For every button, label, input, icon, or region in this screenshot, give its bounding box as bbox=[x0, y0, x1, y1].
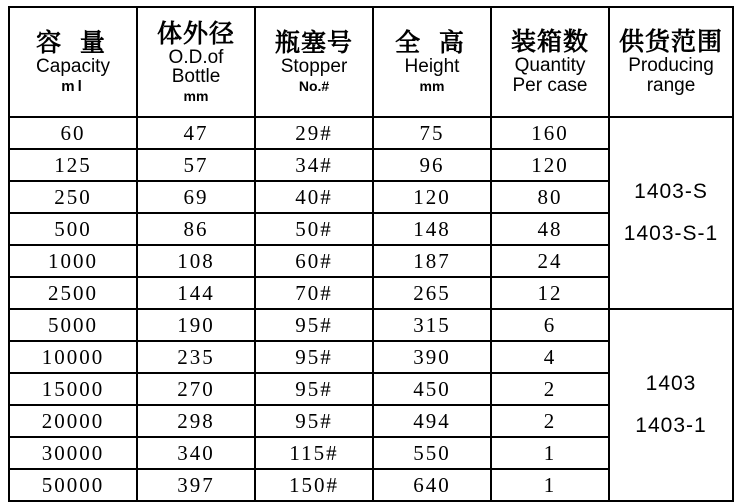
height-header-cn: 全 高 bbox=[395, 28, 469, 58]
cell-stopper: 95# bbox=[255, 405, 373, 437]
cell-capacity: 10000 bbox=[9, 341, 137, 373]
cell-od: 235 bbox=[137, 341, 255, 373]
cell-capacity: 60 bbox=[9, 117, 137, 149]
cell-capacity: 15000 bbox=[9, 373, 137, 405]
od-header-cn: 体外径 bbox=[156, 18, 235, 48]
capacity-header-en: Capacity bbox=[36, 55, 110, 77]
cell-capacity: 30000 bbox=[9, 437, 137, 469]
cell-quantity: 160 bbox=[491, 117, 609, 149]
cell-capacity: 250 bbox=[9, 181, 137, 213]
quantity-header-cn: 装箱数 bbox=[510, 27, 589, 57]
cell-stopper: 95# bbox=[255, 373, 373, 405]
range-group-1-line2: 1403-S-1 bbox=[623, 222, 719, 245]
column-header-capacity bbox=[9, 7, 137, 117]
cell-capacity: 500 bbox=[9, 213, 137, 245]
cell-height: 75 bbox=[373, 117, 491, 149]
column-header-producing-range bbox=[609, 7, 733, 117]
column-header-outer-diameter bbox=[137, 7, 255, 117]
range-header-cn: 供货范围 bbox=[618, 27, 723, 57]
cell-od: 69 bbox=[137, 181, 255, 213]
cell-od: 108 bbox=[137, 245, 255, 277]
cell-height: 120 bbox=[373, 181, 491, 213]
table-body bbox=[9, 117, 733, 501]
stopper-header-unit: No.# bbox=[298, 78, 330, 95]
cell-height: 96 bbox=[373, 149, 491, 181]
stopper-header-cn: 瓶塞号 bbox=[274, 28, 353, 58]
header-row bbox=[9, 7, 733, 117]
cell-stopper: 34# bbox=[255, 149, 373, 181]
cell-capacity: 2500 bbox=[9, 277, 137, 309]
column-header-stopper bbox=[255, 7, 373, 117]
cell-capacity: 50000 bbox=[9, 469, 137, 501]
cell-height: 390 bbox=[373, 341, 491, 373]
cell-quantity: 2 bbox=[491, 405, 609, 437]
cell-quantity: 12 bbox=[491, 277, 609, 309]
cell-quantity: 24 bbox=[491, 245, 609, 277]
cell-od: 270 bbox=[137, 373, 255, 405]
cell-height: 315 bbox=[373, 309, 491, 341]
od-header-en-line2: Bottle bbox=[171, 66, 221, 88]
height-header-unit: mm bbox=[419, 78, 445, 95]
cell-od: 86 bbox=[137, 213, 255, 245]
cell-od: 47 bbox=[137, 117, 255, 149]
cell-stopper: 95# bbox=[255, 341, 373, 373]
cell-height: 187 bbox=[373, 245, 491, 277]
stopper-header-en: Stopper bbox=[280, 56, 348, 78]
cell-height: 450 bbox=[373, 373, 491, 405]
range-group-1-line1: 1403-S bbox=[634, 180, 708, 203]
cell-od: 57 bbox=[137, 149, 255, 181]
cell-stopper: 95# bbox=[255, 309, 373, 341]
cell-capacity: 125 bbox=[9, 149, 137, 181]
od-header-en-line1: O.D.of bbox=[168, 46, 224, 68]
range-header-en-line2: range bbox=[646, 75, 696, 96]
cell-stopper: 60# bbox=[255, 245, 373, 277]
cell-od: 190 bbox=[137, 309, 255, 341]
cell-capacity: 20000 bbox=[9, 405, 137, 437]
range-group-2-line2: 1403-1 bbox=[635, 414, 707, 437]
cell-quantity: 120 bbox=[491, 149, 609, 181]
table-row bbox=[9, 117, 733, 149]
column-header-quantity bbox=[491, 7, 609, 117]
cell-od: 340 bbox=[137, 437, 255, 469]
cell-height: 265 bbox=[373, 277, 491, 309]
cell-quantity: 2 bbox=[491, 373, 609, 405]
quantity-header-en-line1: Quantity bbox=[514, 55, 586, 77]
cell-capacity: 1000 bbox=[9, 245, 137, 277]
range-group-2-line1: 1403 bbox=[645, 372, 697, 395]
cell-quantity: 1 bbox=[491, 437, 609, 469]
column-header-height bbox=[373, 7, 491, 117]
quantity-header-en-line2: Per case bbox=[512, 75, 588, 96]
cell-height: 640 bbox=[373, 469, 491, 501]
specification-table bbox=[8, 6, 734, 502]
cell-quantity: 80 bbox=[491, 181, 609, 213]
cell-quantity: 48 bbox=[491, 213, 609, 245]
cell-stopper: 150# bbox=[255, 469, 373, 501]
range-header-en-line1: Producing bbox=[628, 55, 714, 77]
capacity-header-unit: ml bbox=[61, 77, 85, 95]
cell-capacity: 5000 bbox=[9, 309, 137, 341]
cell-height: 550 bbox=[373, 437, 491, 469]
cell-od: 397 bbox=[137, 469, 255, 501]
cell-stopper: 70# bbox=[255, 277, 373, 309]
table-row bbox=[9, 309, 733, 341]
cell-quantity: 6 bbox=[491, 309, 609, 341]
cell-od: 144 bbox=[137, 277, 255, 309]
height-header-en: Height bbox=[404, 56, 460, 78]
cell-producing-range-group-2 bbox=[609, 309, 733, 501]
cell-producing-range-group-1 bbox=[609, 117, 733, 309]
table-header bbox=[9, 7, 733, 117]
cell-height: 494 bbox=[373, 405, 491, 437]
od-header-unit: mm bbox=[183, 88, 209, 105]
cell-stopper: 50# bbox=[255, 213, 373, 245]
cell-stopper: 115# bbox=[255, 437, 373, 469]
cell-quantity: 1 bbox=[491, 469, 609, 501]
cell-stopper: 40# bbox=[255, 181, 373, 213]
cell-od: 298 bbox=[137, 405, 255, 437]
cell-height: 148 bbox=[373, 213, 491, 245]
cell-stopper: 29# bbox=[255, 117, 373, 149]
capacity-header-cn: 容 量 bbox=[36, 27, 110, 57]
cell-quantity: 4 bbox=[491, 341, 609, 373]
